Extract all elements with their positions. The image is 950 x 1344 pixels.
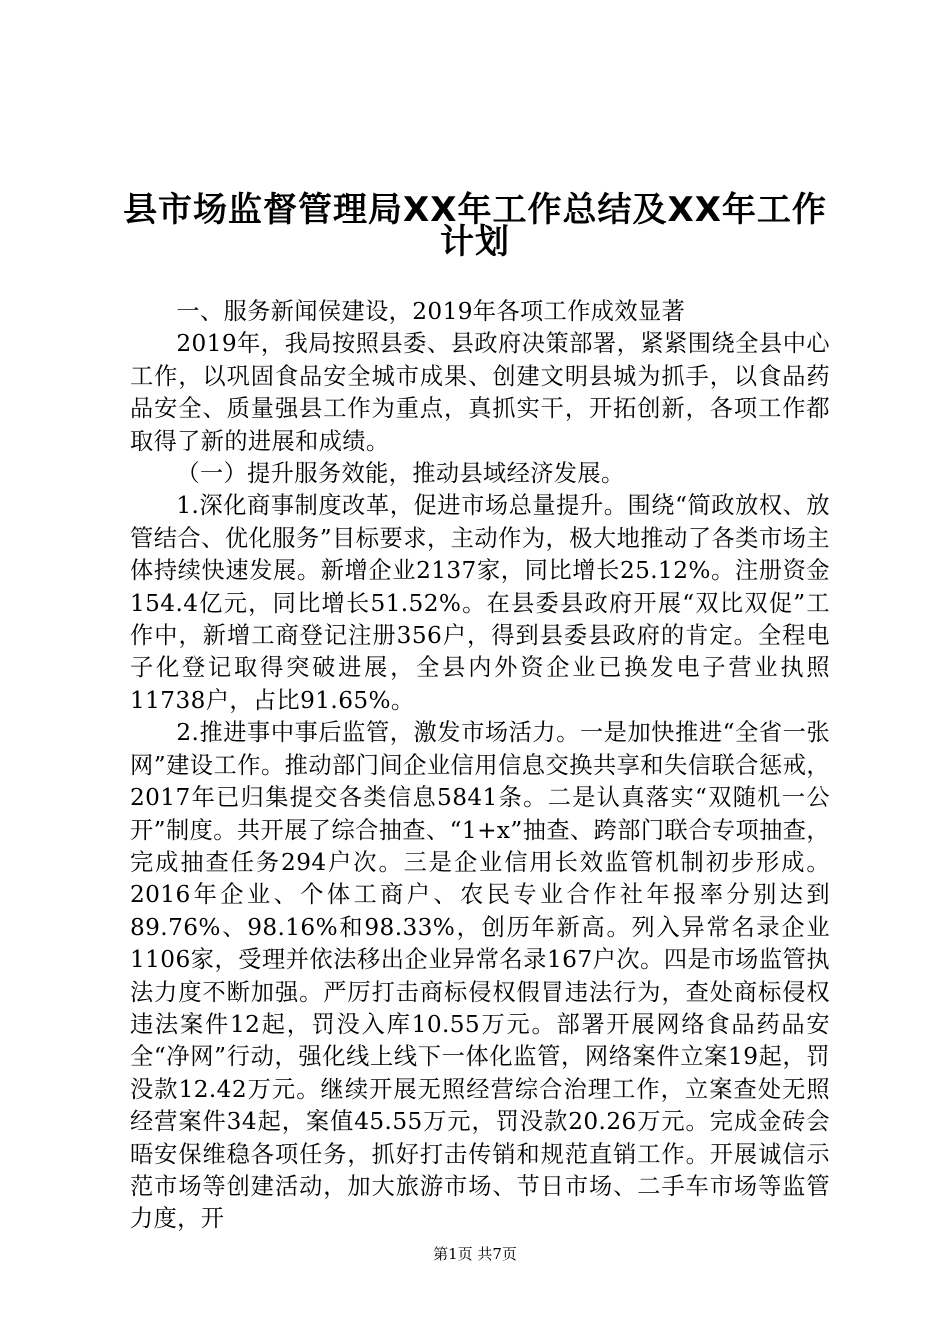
- document-title-line-1: 县市场监督管理局XX年工作总结及XX年工作: [123, 190, 827, 230]
- body-paragraph: 1.深化商事制度改革，促进市场总量提升。围绕“简政放权、放管结合、优化服务”目标要求，主动作为，极大地推动了各类市场主体持续快速发展。新增企业2137家，同比增长25.12%。注册资金154.4亿元，同比增长51.52%。在县委县政府开展“双比双促”工作中，新增工商登记注册356户，得到县委县政府的肯定。全程电子化登记取得突破进展，全县内外资企业已换发电子营业执照11738户，占比91.65%。: [130, 492, 830, 714]
- body-paragraph: 2.推进事中事后监管，激发市场活力。一是加快推进“全省一张网”建设工作。推动部门间企业信用信息交换共享和失信联合惩戒，2017年已归集提交各类信息5841条。二是认真落实“双随机一公开”制度。共开展了综合抽查、“1+x”抽查、跨部门联合专项抽查，完成抽查任务294户次。三是企业信用长效监管机制初步形成。2016年企业、个体工商户、农民专业合作社年报率分别达到89.76%、98.16%和98.33%，创历年新高。列入异常名录企业1106家，受理并依法移出企业异常名录167户次。四是市场监管执法力度不断加强。严厉打击商标侵权假冒违法行为，查处商标侵权违法案件12起，罚没入库10.55万元。部署开展网络食品药品安全“净网”行动，强化线上线下一体化监管，网络案件立案19起，罚没款12.42万元。继续开展无照经营综合治理工作，立案查处无照经营案件34起，案值45.55万元，罚没款20.26万元。完成金砖会晤安保维稳各项任务，抓好打击传销和规范直销工作。开展诚信示范市场等创建活动，加大旅游市场、节日市场、二手车市场等监管力度，开: [130, 719, 830, 1233]
- body-paragraph: 2019年，我局按照县委、县政府决策部署，紧紧围绕全县中心工作，以巩固食品安全城市成果、创建文明县城为抓手，以食品药品安全、质量强县工作为重点，真抓实干，开拓创新，各项工作都取得了新的进展和成绩。: [130, 330, 830, 455]
- document-body: [130, 296, 830, 1236]
- document-title-line-2: 计划: [440, 222, 510, 262]
- section-heading: 一、服务新闻侯建设，2019年各项工作成效显著: [176, 298, 686, 325]
- page-footer: 第1页 共7页: [433, 1245, 517, 1263]
- subsection-heading: （一）提升服务效能，推动县域经济发展。: [176, 460, 625, 488]
